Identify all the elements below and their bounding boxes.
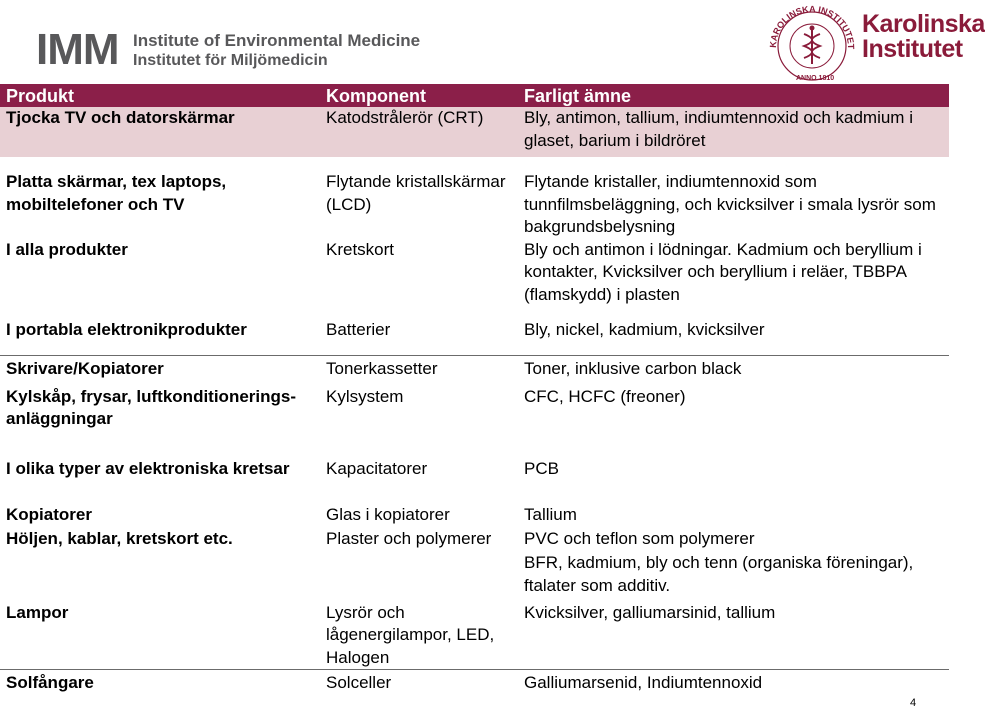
karolinska-seal-icon [766,4,858,82]
column-header-product: Produkt [0,84,320,107]
substance-cell: Kvicksilver, galliumarsinid, tallium [524,602,776,622]
svg-text:ANNO 1810: ANNO 1810 [796,75,835,82]
component-cell: Solceller [326,673,392,692]
component-cell: Lysrör och lågenergilampor, LED, Halogen [326,602,495,667]
substance-line: PVC och teflon som polymerer [524,528,755,548]
component-cell: Kylsystem [326,386,404,406]
column-header-substance: Farligt ämne [518,84,949,107]
component-cell: Flytande kristallskärmar (LCD) [326,172,506,214]
substance-cell: Bly och antimon i lödningar. Kadmium och beryllium i kontakter, Kvicksilver och beryllium i reläer, TBBPA (flamskydd) i plasten [524,239,922,304]
substance-cell: PCB [524,458,559,478]
product-cell: I alla produkter [6,239,128,259]
component-cell: Tonerkassetter [326,359,438,378]
table-row [0,239,949,319]
imm-name-swedish: Institutet för Miljömedicin [133,52,328,69]
component-cell: Plaster och polymerer [326,528,492,548]
product-cell: Lampor [6,602,69,622]
page-header [0,0,985,82]
product-cell: Tjocka TV och datorskärmar [0,107,320,157]
substance-cell: Tallium [524,504,577,524]
ki-wordmark-line1: Karolinska [862,10,985,38]
table-header-row [0,84,949,107]
table-row [0,356,949,386]
imm-logo: IMM [36,25,119,74]
hazardous-substances-table [0,84,949,696]
table-row [0,670,949,696]
product-cell: Höljen, kablar, kretskort etc. [6,528,233,548]
svg-text:KAROLINSKA INSTITUTET: KAROLINSKA INSTITUTET [767,4,857,50]
table-row [0,528,949,602]
imm-name-english: Institute of Environmental Medicine [133,31,421,50]
table-row [0,107,949,157]
product-cell: I olika typer av elektroniska kretsar [6,458,290,478]
substance-cell: Flytande kristaller, indiumtennoxid som tunnfilmsbeläggning, och kvicksilver i smala lysrör som bakgrundsbelysning [524,172,936,236]
ki-wordmark-line2: Institutet [862,35,963,63]
component-cell: Kretskort [326,239,395,259]
product-cell: Solfångare [6,673,94,692]
substance-cell: Toner, inklusive carbon black [524,359,742,378]
table-row [0,157,949,239]
component-cell: Kapacitatorer [326,458,428,478]
table-row [0,458,949,504]
karolinska-wordmark [862,12,985,62]
table-row [0,319,949,356]
product-cell: Kopiatorer [6,504,92,524]
product-cell: Kylskåp, frysar, luftkonditionerings-anläggningar [6,386,297,428]
table-row [0,386,949,458]
product-cell: I portabla elektronikprodukter [6,319,247,339]
substance-cell: Bly, nickel, kadmium, kvicksilver [524,319,765,339]
component-cell: Glas i kopiatorer [326,504,450,524]
substance-cell [518,528,949,602]
imm-institute-name [133,31,420,71]
product-cell: Platta skärmar, tex laptops, mobiltelefoner och TV [6,172,227,214]
component-cell: Batterier [326,319,391,339]
table-row [0,504,949,528]
product-cell: Skrivare/Kopiatorer [6,359,164,378]
table-row [0,602,949,670]
substance-line: BFR, kadmium, bly och tenn (organiska föreningar), ftalater som additiv. [524,553,914,595]
page-number: 4 [910,697,917,709]
component-cell: Katodstrålerör (CRT) [320,107,518,157]
column-header-component: Komponent [320,84,518,107]
substance-cell: CFC, HCFC (freoner) [524,386,686,406]
substance-cell: Galliumarsenid, Indiumtennoxid [524,673,763,692]
substance-cell: Bly, antimon, tallium, indiumtennoxid och kadmium i glaset, barium i bildröret [518,107,949,157]
